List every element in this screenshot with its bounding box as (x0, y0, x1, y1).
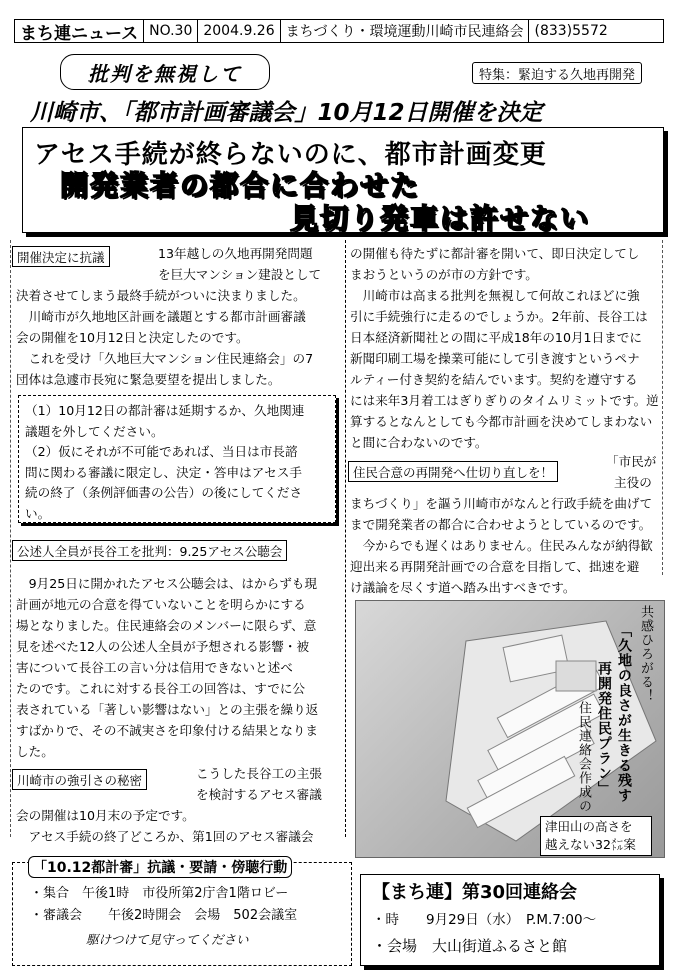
section1-line: 会の開催を10月12日と決定したのです。 (16, 330, 249, 345)
section-label-secret: 川崎市の強引さの秘密 (12, 769, 147, 790)
section-label-hearing: 公述人全員が長谷工を批判：9.25アセス公聴会 (12, 540, 287, 561)
action-line: ・集合 午後1時 市役所第2庁舎1階ロビー (30, 886, 289, 901)
section1-line: これを受け「久地巨大マンション住民連絡会」の7 (16, 351, 314, 366)
photo-caption (540, 816, 652, 856)
demand-line: 続の終了（条例評価書の公告）の後にしてくださ (25, 485, 303, 500)
right-col-line: の開催も待たずに都計審を開いて、即日決定してし (350, 246, 640, 261)
right-col-line: まおうというのが市の方針です。 (350, 267, 538, 282)
section3-line: を検討するアセス審議 (196, 787, 322, 802)
right-col-line: 新聞印刷工場を操業可能にして引き渡すというペナ (350, 351, 640, 366)
section1-line: 川崎市が久地地区計画を議題とする都市計画審議 (16, 309, 306, 324)
meeting-time: ・時 9月29日（水） P.M.7:00～ (372, 912, 597, 928)
section4-side-line: 「市民が (606, 454, 657, 469)
demand-line: 問に関わる審議に限定し、決定・答申はアセス手 (25, 464, 302, 480)
section4-line: まで開発業者の都合に合わせようとしているのです。 (350, 517, 652, 532)
section4-line: け議論を尽くす道へ踏み出すべきです。 (350, 580, 576, 595)
section3-line: こうした長谷工の主張 (196, 766, 322, 781)
right-col-line: 算するとなんとしても今都市計画を決めてしまわない (350, 414, 653, 429)
kicker: 批判を無視して (60, 54, 270, 90)
section3-line: 会の開催は10月末の予定です。 (16, 808, 195, 823)
right-col-line: には来年3月着工はぎりぎりのタイムリミットです。逆 (350, 393, 659, 408)
demand-line: （2）仮にそれが不可能であれば、当日は市長諮 (25, 444, 298, 459)
section-label-restart: 住民合意の再開発へ仕切り直しを！ (348, 461, 558, 482)
column-divider (345, 240, 346, 837)
meeting-venue: ・会場 大山街道ふるさと館 (372, 937, 568, 955)
feature-tag: 特集：緊迫する久地再開発 (472, 62, 642, 84)
organization-name: まちづくり・環境運動川崎市民連絡会 (281, 20, 530, 42)
meeting-title: 【まち連】第30回連絡会 (372, 882, 578, 903)
big-headline-line3: 見切り発車は許せない (290, 202, 591, 235)
headline: 川崎市、「都市計画審議会」10月12日開催を決定 (30, 100, 543, 126)
section2-line: 計画が地元の合意を得ていないことを明らかにする (16, 597, 306, 612)
right-col-line: ルティー付き契約を結んでいます。契約を遵守する (350, 372, 638, 387)
section2-line: 害について長谷工の言い分は信用できないと述べ (16, 660, 293, 675)
caption-line1: 津田山の高さを (545, 819, 633, 834)
phone-number: (833)5572 (534, 23, 608, 39)
section2-line: した。 (16, 744, 54, 759)
photo-text-empathy: 共感ひろがる！ (638, 605, 653, 703)
section2-line: 見を述べた12人の公述人全員が予想される影響・被 (16, 639, 310, 654)
section2-line: すばかりで、その不誠実さを印象付ける結果となりま (16, 723, 318, 738)
right-column-frame (662, 240, 663, 575)
action-call: 駆けつけて見守ってください (86, 932, 249, 947)
right-col-line: 引に手続強行に走るのでしょうか。2年前、長谷工は (350, 309, 648, 324)
section3-line: アセス手続の終了どころか、第1回のアセス審議会 (16, 829, 314, 844)
section1-line: 団体は急遽市長宛に緊急要望を提出しました。 (16, 372, 281, 387)
photo-text-author: 住民連絡会作成の (576, 701, 591, 813)
section1-line: を巨大マンション建設として (158, 267, 322, 282)
photo-text-plan-line1: 「久地の良さが生きる残す (616, 623, 632, 803)
big-headline-line2: 開発業者の都合に合わせた (60, 169, 421, 202)
demand-line: 議題を外してください。 (25, 423, 164, 439)
big-headline-line1: アセス手続が終らないのに、都市計画変更 (34, 140, 547, 170)
action-title: 「10.12都計審」抗議・要請・傍聴行動 (28, 856, 292, 878)
caption-line2: 越えない32㍍案 (545, 837, 636, 852)
section2-line: たのです。これに対する長谷工の回答は、すでに公 (16, 681, 306, 696)
masthead (14, 19, 664, 43)
demand-line: い。 (25, 505, 51, 521)
section1-line: 決着させてしまう最終手続がついに決まりました。 (16, 288, 306, 303)
demand-line: （1）10月12日の都計審は延期するか、久地関連 (25, 403, 305, 418)
section2-line: 場となりました。住民連絡会のメンバーに限らず、意 (16, 618, 317, 633)
newsletter-title: まち連ニュース (15, 20, 144, 42)
section4-line: まちづくり」を謳う川崎市がなんと行政手続を曲げて (350, 496, 653, 511)
action-line: ・審議会 午後2時開会 会場 502会議室 (30, 908, 298, 923)
right-col-line: と間に合わないのです。 (350, 435, 488, 450)
section1-line: 13年越しの久地再開発問題 (158, 246, 313, 261)
section4-side-line: 主役の (614, 475, 652, 490)
photo-text-plan-line2: 再開発住民プラン」 (596, 661, 612, 796)
right-col-line: 川崎市は高まる批判を無視して何故これほどに強 (350, 288, 640, 303)
section2-line: 表されている「著しい影響はない」との主張を繰り返 (16, 702, 319, 717)
issue-number: NO.30 (144, 20, 198, 42)
section2-line: 9月25日に開かれたアセス公聴会は、はからずも現 (16, 576, 317, 591)
demands-box (18, 395, 336, 523)
section-label-protest: 開催決定に抗議 (12, 246, 110, 267)
issue-date: 2004.9.26 (198, 20, 280, 42)
section4-line: 迎出来る再開発計画での合意を目指して、拙速を避 (350, 559, 640, 574)
right-col-line: 日本経済新聞社との間に平成18年の10月1日までに (350, 330, 642, 345)
section4-line: 今からでも遅くはありません。住民みんなが納得歓 (350, 538, 653, 553)
